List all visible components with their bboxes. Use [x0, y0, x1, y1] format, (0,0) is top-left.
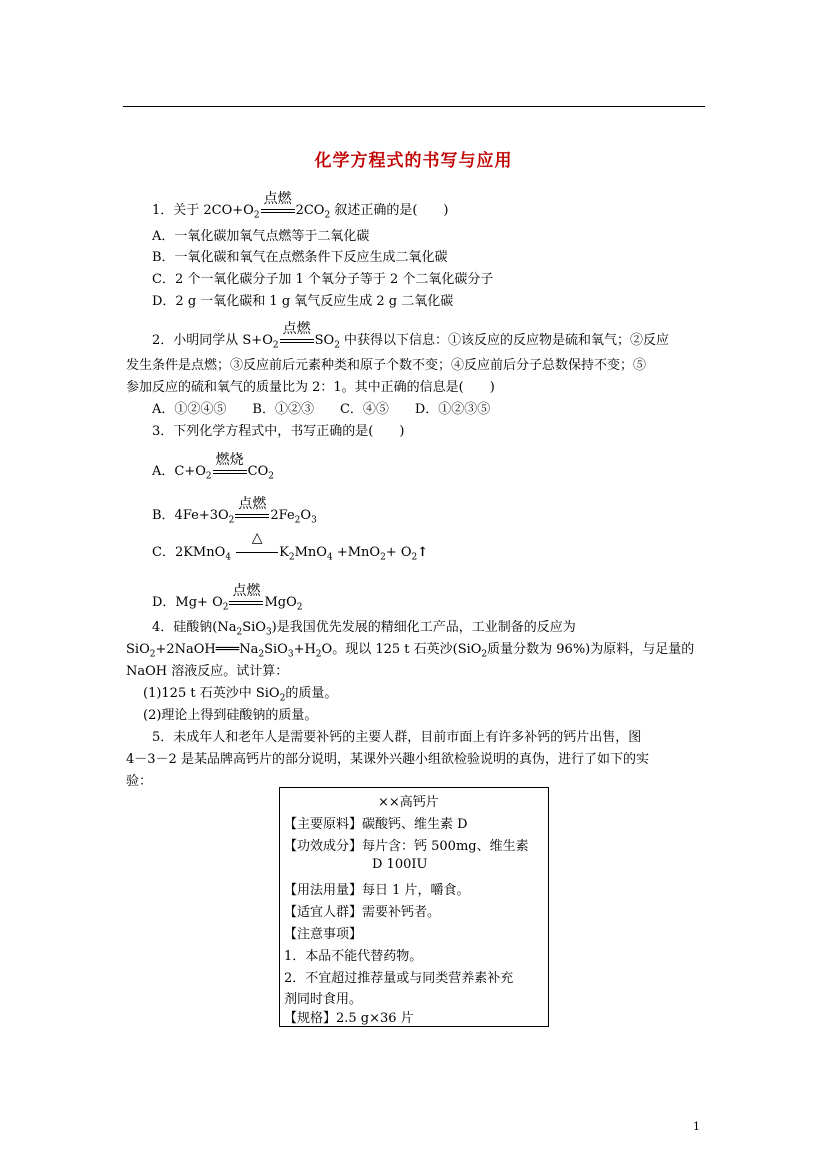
q2-line2: 发生条件是点燃；③反应前后元素种类和原子个数不变；④反应前后分子总数保持不变；⑤ [126, 358, 647, 373]
q4-sub2: (2)理论上得到硅酸钠的质量。 [143, 708, 318, 723]
q1-stem: 1．关于 $2CO+O_2$ 点燃 $2CO_2$ 叙述正确的是( ) [152, 191, 449, 221]
reaction-condition: 点燃 [261, 203, 295, 218]
q3-option-b: B．$4Fe+3O_2$ 点燃 $2Fe_2O_3$ [152, 496, 317, 526]
active-ingredients-cont: D 100IU [372, 857, 428, 872]
q3-option-c: C．2KMnO$_4$ △ $K_2MnO_4 +MnO_2+$ $O_2↑$ [152, 530, 429, 563]
reaction-condition: 点燃 [235, 508, 269, 523]
precaution-2-cont: 剂同时食用。 [284, 992, 363, 1007]
q2-options: A．①②④⑤ B．①②③ C．④⑤ D．①②③⑤ [152, 402, 491, 417]
q3-option-a: A．$C+O_2$ 燃烧 $CO_2$ [152, 452, 274, 482]
q3-option-d: D．$Mg+ O_2$ 点燃 MgO$_2$ [152, 583, 303, 613]
q4-line3: NaOH 溶液反应。试计算： [126, 664, 289, 679]
q4-line2: $SiO_2+2NaOH═══Na_2SiO_3+H_2O$。现以 125 t 石英沙(SiO$_2$质量分数为 96%)为原料，与足量的 [126, 642, 695, 660]
q5-line2: 4－3－2 是某品牌高钙片的部分说明，某课外兴趣小组欲检验说明的真伪，进行了如下的实 [126, 752, 649, 767]
q4-sub1: (1)125 t 石英沙中 SiO$_2$的质量。 [143, 686, 338, 704]
reaction-condition: 点燃 [280, 333, 314, 348]
reaction-condition: △ [236, 545, 278, 560]
q1-option-d: D．2 g 一氧化碳和 1 g 氧气反应生成 2 g 二氧化碳 [152, 294, 454, 309]
reaction-condition: 燃烧 [213, 464, 247, 479]
precautions-heading: 【注意事项】 [284, 927, 363, 942]
header-rule [123, 106, 705, 107]
specification: 【规格】2.5 g×36 片 [284, 1011, 414, 1026]
product-label-box [279, 787, 549, 1027]
reaction-condition: 点燃 [229, 595, 263, 610]
main-ingredients: 【主要原料】碳酸钙、维生素 D [284, 817, 468, 832]
q1-option-c: C．2 个一氧化碳分子加 1 个氧分子等于 2 个二氧化碳分子 [152, 272, 494, 287]
page-title: 化学方程式的书写与应用 [314, 151, 513, 171]
precaution-2: 2．不宜超过推荐量或与同类营养素补充 [284, 971, 514, 986]
usage-dosage: 【用法用量】每日 1 片，嚼食。 [284, 883, 470, 898]
q3-stem: 3．下列化学方程式中，书写正确的是( ) [152, 424, 405, 439]
precaution-1: 1．本品不能代替药物。 [284, 949, 423, 964]
q1-option-b: B．一氧化碳和氧气在点燃条件下反应生成二氧化碳 [152, 250, 448, 265]
q4-line1: 4．硅酸钠$(Na_2SiO_3)$是我国优先发展的精细化工产品，工业制备的反应为 [152, 620, 576, 638]
q2-stem: 2．小明同学从 $S+O_2$ 点燃 $SO_2$ 中获得以下信息：①该反应的反应物是硫和氧气；②反应 [152, 321, 670, 351]
target-group: 【适宜人群】需要补钙者。 [284, 905, 441, 920]
q1-option-a: A．一氧化碳加氧气点燃等于二氧化碳 [152, 229, 370, 244]
product-name: ××高钙片 [378, 795, 439, 810]
q2-line3: 参加反应的硫和氧气的质量比为 2：1。其中正确的信息是( ) [126, 380, 495, 395]
active-ingredients: 【功效成分】每片含：钙 500mg、维生素 [284, 839, 529, 854]
q5-line1: 5．未成年人和老年人是需要补钙的主要人群，目前市面上有许多补钙的钙片出售，图 [152, 730, 642, 745]
q5-line3: 验： [126, 774, 153, 789]
page-number: 1 [693, 1120, 700, 1133]
